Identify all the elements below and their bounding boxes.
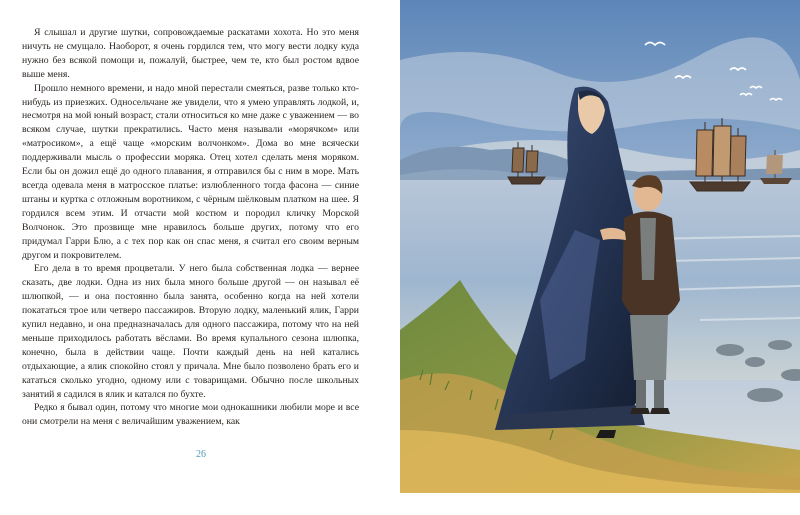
paragraph-1: Я слышал и другие шутки, сопровождаемые раскатами хохота. Но это меня ничуть не смущало. Наоборот, я очень гордился тем, что могу вести лодку куда нужно без всякой помощи и, пожалуй, быстрее, чем те, кто был ростом вдвое выше меня. (22, 27, 359, 80)
paragraph-2: Прошло немного времени, и надо мной перестали смеяться, разве только кто-нибудь из приезжих. Односельчане же увидели, что я умею управлять лодкой, и, несмотря на мой юный возраст, стали относиться ко мне даже с уважением — во всяком случае, шутки прекратились. Часто меня называли «морячком» или «матросиком», а ещё чаще «морским волчонком». Дома во мне всячески поддерживали мысль о профессии моряка. Отец хотел сделать меня моряком. Если бы он дожил ещё до одного плавания, я отправился бы с ним в море. Мать всегда одевала меня в матросское платье: излюбленного тогда фасона — синие штаны и куртка с отложным воротником, с чёрным шёлковым платком на шее. Я гордился всем этим. И отчасти мой костюм и породил кличку Морской Волчонок. Это прозвище мне нравилось больше других, потому что его придумал Гарри Блю, а с тех пор как он спас меня, я считал его своим верным другом и покровителем. (22, 82, 359, 261)
paragraph-4: Редко я бывал один, потому что многие мои однокашники любили море и все они смотрели на меня с величайшим уважением, как (22, 402, 359, 428)
paragraph-3: Его дела в то время процветали. У него была собственная лодка — вернее сказать, две лодки. Одна из них была много больше другой — он называл её шлюпкой, — и она постоянно была занята, особенно когда на ней хотели покататься трое или четверо пассажиров. Вторую лодку, маленький ялик, Гарри купил недавно, и она предназначалась для одного пассажира, потому что на ней меньше приходилось работать вёслами. Во время купального сезона шлюпка, конечно, была в действии чаще. Почти каждый день на ней катались отдыхающие, а ялик спокойно стоял у причала. Мне было позволено брать его и кататься сколько угодно, одному или с товарищами. Обычно после школьных занятий я садился в ялик и катался по бухте. (22, 263, 359, 400)
illustration (400, 0, 800, 493)
page-number: 26 (196, 449, 206, 460)
woman-and-boy-on-shore-icon (400, 0, 800, 493)
text-page (22, 26, 359, 429)
